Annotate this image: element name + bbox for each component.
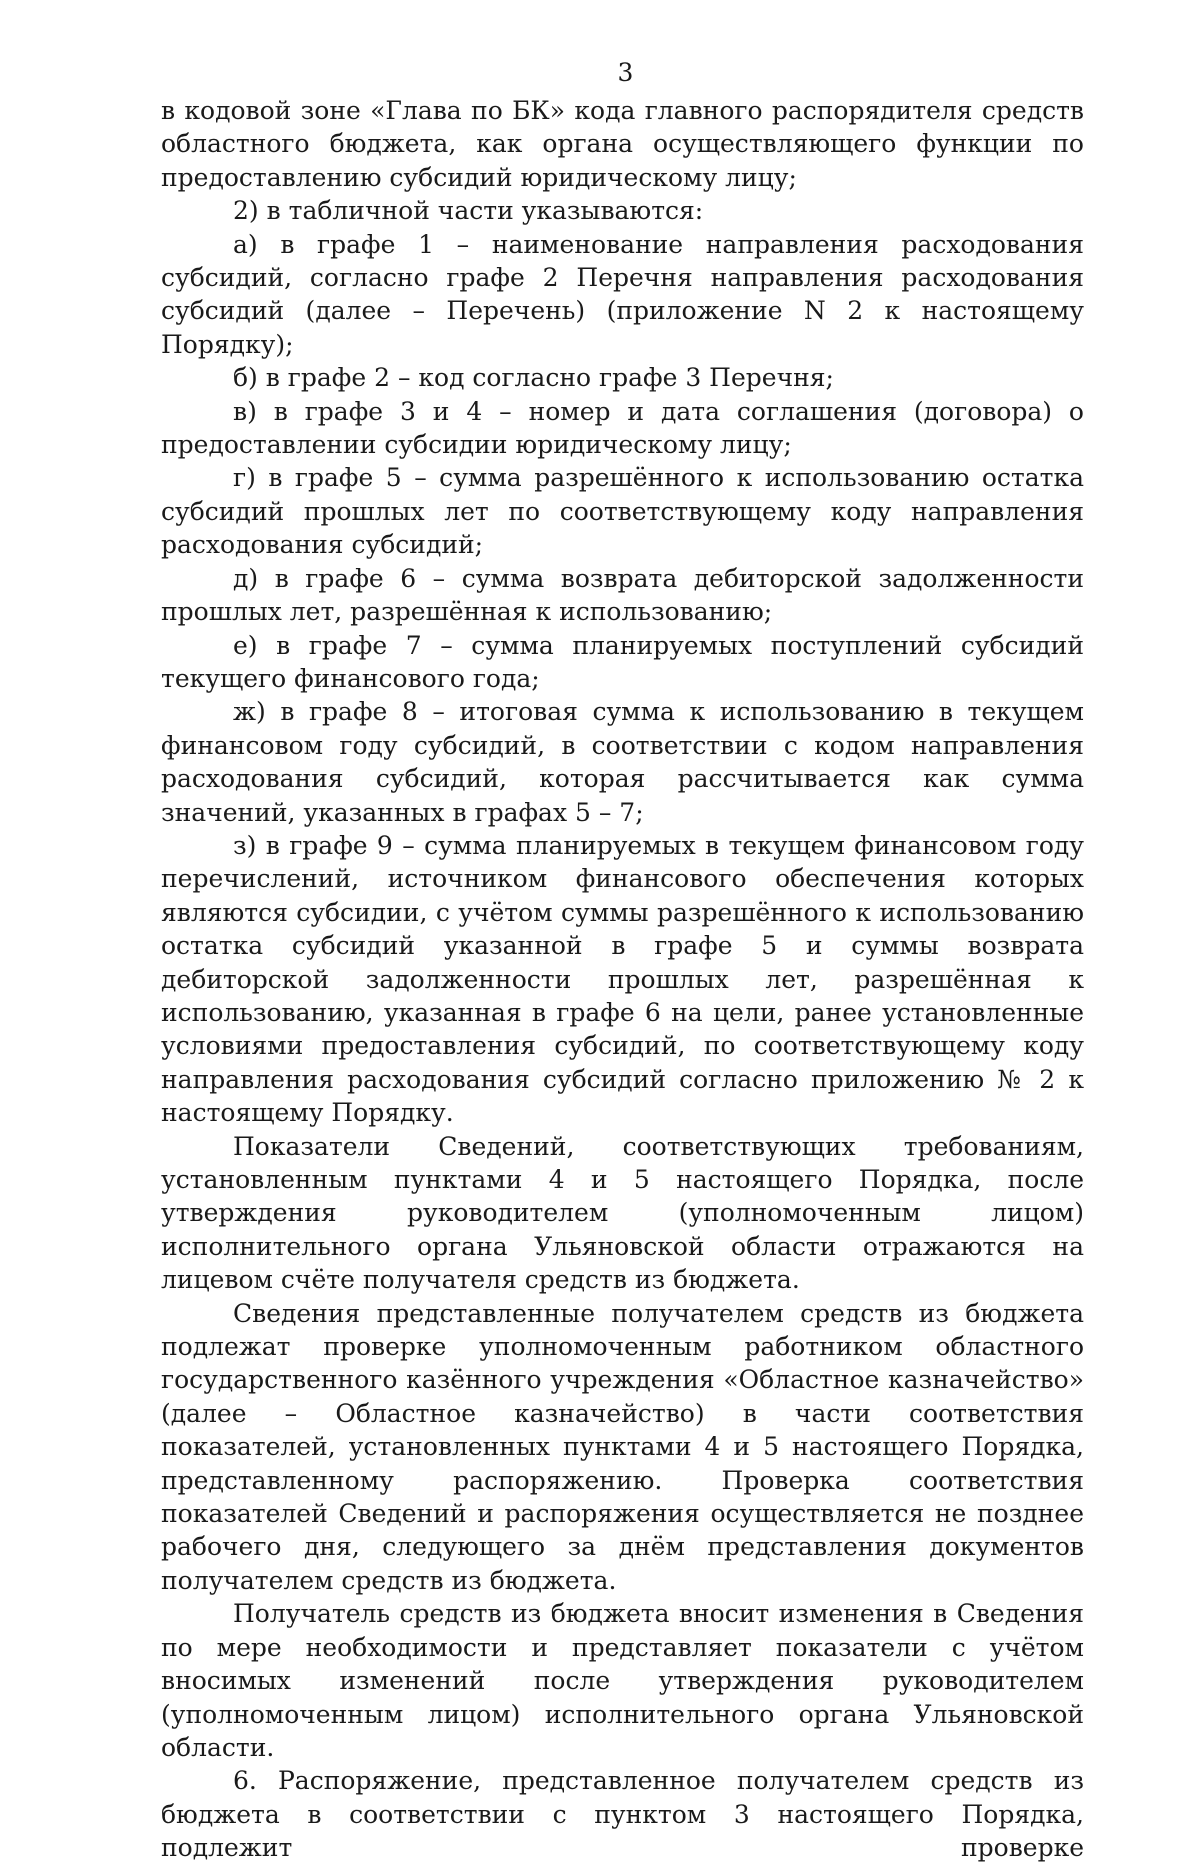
paragraph-item-z: з) в графе 9 – сумма планируемых в текущем финансовом году перечислений, источником финансового обеспечения которых являются субсидии, с учётом суммы разрешённого к использованию остатка субсидий указанной в графе 5 и суммы возврата дебиторской задолженности прошлых лет, разрешённая к использованию, указанная в графе 6 на цели, ранее установленные условиями предоставления субсидий, по соответствующему коду направления расходования субсидий согласно приложению № 2 к настоящему Порядку. — [161, 830, 1084, 1128]
paragraph-item-a: а) в графе 1 – наименование направления расходования субсидий, согласно графе 2 Перечня направления расходования субсидий (далее – Перечень) (приложение N 2 к настоящему Порядку); — [161, 229, 1084, 359]
paragraph-item-zh: ж) в графе 8 – итоговая сумма к использованию в текущем финансовом году субсидий, в соответствии с кодом направления расходования субсидий, которая рассчитывается как сумма значений, указанных в графах 5 – 7; — [161, 697, 1084, 827]
paragraph-item-b: б) в графе 2 – код согласно графе 3 Перечня; — [233, 363, 834, 393]
paragraph-item-e: е) в графе 7 – сумма планируемых поступлений субсидий текущего финансового года; — [161, 630, 1084, 693]
paragraph-changes: Получатель средств из бюджета вносит изменения в Сведения по мере необходимости и представляет показатели с учётом вносимых изменений после утверждения руководителем (уполномоченным лицом) исполнительного органа Ульяновской области. — [161, 1599, 1084, 1762]
paragraph-item-g: г) в графе 5 – сумма разрешённого к использованию остатка субсидий прошлых лет по соответствующему коду направления расходования субсидий; — [161, 463, 1084, 560]
paragraph-item-6: 6. Распоряжение, представленное получателем средств из бюджета в соответствии с пунктом 3 настоящего Порядка, подлежит проверке — [161, 1766, 1084, 1863]
paragraph-verification: Сведения представленные получателем средств из бюджета подлежат проверке уполномоченным работником областного государственного казённого учреждения «Областное казначейство» (далее – Областное казначейство) в части соответствия показателей, установленных пунктами 4 и 5 настоящего Порядка, представленному распоряжению. Проверка соответствия показателей Сведений и распоряжения осуществляется не позднее рабочего дня, следующего за днём представления документов получателем средств из бюджета. — [161, 1298, 1084, 1595]
paragraph-code-zone: в кодовой зоне «Глава по БК» кода главного распорядителя средств областного бюджета, как органа осуществляющего функции по предоставлению субсидий юридическому лицу; — [161, 96, 1084, 192]
paragraph-table-section: 2) в табличной части указываются: — [233, 196, 704, 226]
paragraph-item-d: д) в графе 6 – сумма возврата дебиторской задолженности прошлых лет, разрешённая к использованию; — [161, 563, 1084, 627]
paragraph-indicators: Показатели Сведений, соответствующих требованиям, установленным пунктами 4 и 5 настоящего Порядка, после утверждения руководителем (уполномоченным лицом) исполнительного органа Ульяновской области отражаются на лицевом счёте получателя средств из бюджета. — [161, 1131, 1084, 1295]
page-number: 3 — [617, 58, 634, 87]
paragraph-item-v: в) в графе 3 и 4 – номер и дата соглашения (договора) о предоставлении субсидии юридическому лицу; — [161, 396, 1084, 460]
